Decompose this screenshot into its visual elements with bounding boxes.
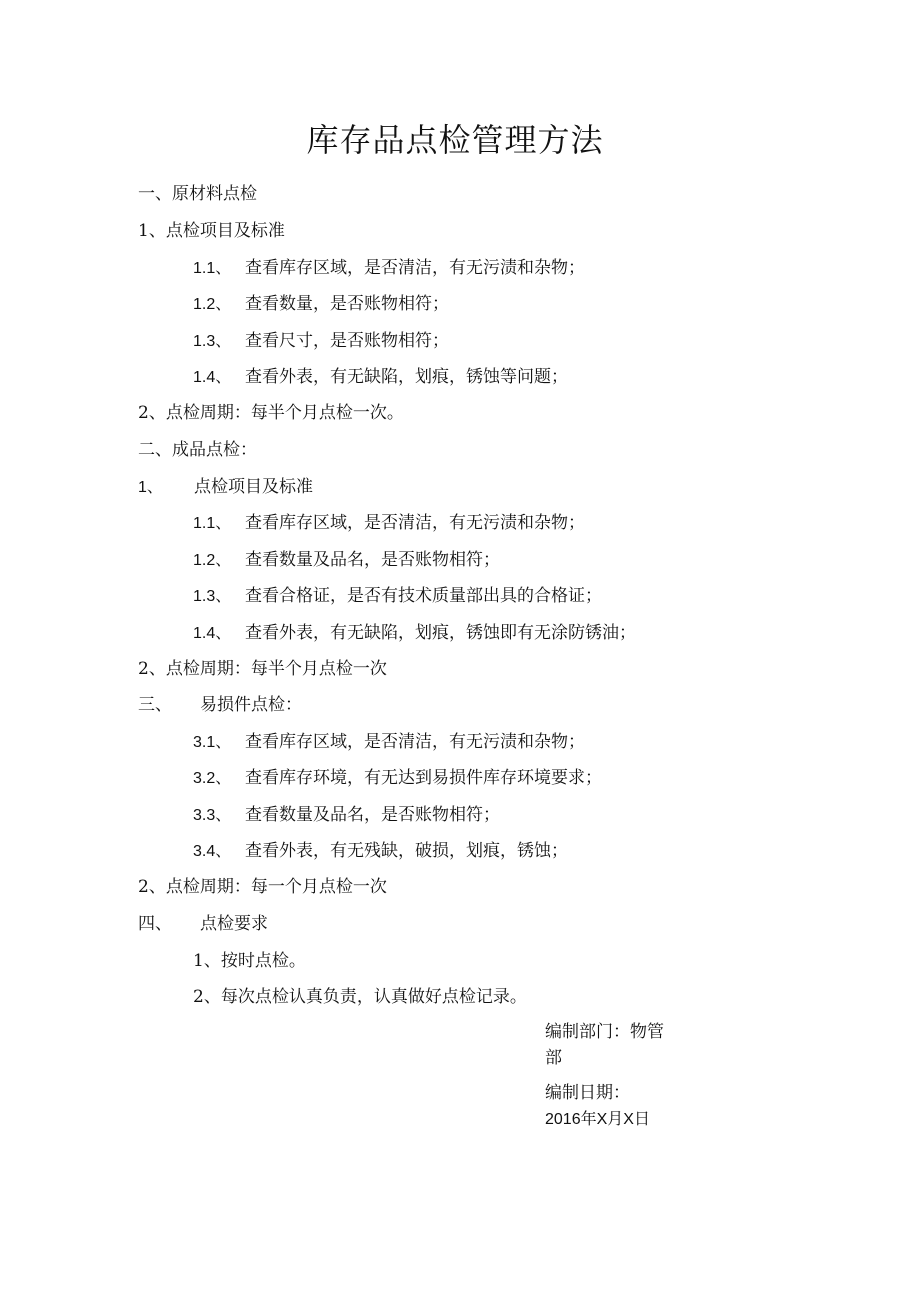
sub-text: 查看外表，有无残缺，破损，划痕，锈蚀；	[245, 841, 568, 861]
item-number: 1、	[138, 479, 163, 496]
sub-text: 查看数量及品名，是否账物相符；	[245, 805, 500, 825]
section-1-sub-2	[193, 292, 449, 317]
section-2-item-1	[138, 475, 313, 500]
section-1-period: 2、点检周期：每半个月点检一次。	[138, 403, 404, 423]
heading-text: 易损件点检：	[200, 695, 302, 715]
sub-number: 1.1、	[193, 260, 232, 277]
section-3-period: 2、点检周期：每一个月点检一次	[138, 877, 387, 897]
section-4-item-2: 2、每次点检认真负责，认真做好点检记录。	[193, 987, 527, 1007]
section-3-sub-4	[193, 839, 568, 864]
section-1-sub-1	[193, 256, 585, 281]
section-2-sub-1	[193, 511, 585, 536]
footer-date-value: 2016年X月X日	[545, 1111, 650, 1128]
footer-date	[545, 1080, 667, 1133]
sub-number: 3.2、	[193, 770, 232, 787]
sub-text: 查看数量及品名，是否账物相符；	[245, 550, 500, 570]
section-2-period: 2、点检周期：每半个月点检一次	[138, 659, 387, 679]
sub-number: 1.2、	[193, 552, 232, 569]
sub-number: 3.3、	[193, 807, 232, 824]
heading-number: 三、	[138, 695, 172, 715]
section-2-sub-4	[193, 621, 636, 646]
heading-text: 点检要求	[200, 914, 268, 934]
footer-date-label: 编制日期：	[545, 1083, 630, 1103]
sub-number: 1.3、	[193, 333, 232, 350]
sub-text: 查看数量，是否账物相符；	[245, 294, 449, 314]
document-title: 库存品点检管理方法	[306, 121, 604, 159]
sub-text: 查看外表，有无缺陷，划痕，锈蚀即有无涂防锈油；	[245, 623, 636, 643]
sub-text: 查看库存区域，是否清洁，有无污渍和杂物；	[245, 732, 585, 752]
section-1-sub-4	[193, 365, 568, 390]
sub-text: 查看外表，有无缺陷，划痕，锈蚀等问题；	[245, 367, 568, 387]
sub-text: 查看库存区域，是否清洁，有无污渍和杂物；	[245, 513, 585, 533]
sub-number: 1.3、	[193, 588, 232, 605]
section-2-heading: 二、成品点检：	[138, 440, 257, 460]
sub-text: 查看库存环境，有无达到易损件库存环境要求；	[245, 768, 602, 788]
sub-text: 查看尺寸，是否账物相符；	[245, 331, 449, 351]
section-2-sub-3	[193, 584, 602, 609]
section-3-sub-2	[193, 766, 602, 791]
sub-text: 查看库存区域，是否清洁，有无污渍和杂物；	[245, 258, 585, 278]
section-3-sub-3	[193, 803, 500, 828]
section-1-sub-3	[193, 329, 449, 354]
section-4-heading	[138, 912, 268, 936]
section-4-item-1: 1、按时点检。	[193, 951, 306, 971]
sub-number: 1.1、	[193, 515, 232, 532]
heading-number: 四、	[138, 914, 172, 934]
item-text: 点检项目及标准	[194, 477, 313, 497]
sub-number: 1.2、	[193, 296, 232, 313]
section-3-sub-1	[193, 730, 585, 755]
section-1-heading: 一、原材料点检	[138, 184, 257, 204]
section-2-sub-2	[193, 548, 500, 573]
sub-number: 1.4、	[193, 625, 232, 642]
sub-number: 3.4、	[193, 843, 232, 860]
section-1-item-1: 1、点检项目及标准	[138, 221, 285, 241]
sub-text: 查看合格证，是否有技术质量部出具的合格证；	[245, 586, 602, 606]
sub-number: 3.1、	[193, 734, 232, 751]
section-3-heading	[138, 693, 302, 717]
footer-department: 编制部门：物管部	[545, 1022, 664, 1068]
sub-number: 1.4、	[193, 369, 232, 386]
